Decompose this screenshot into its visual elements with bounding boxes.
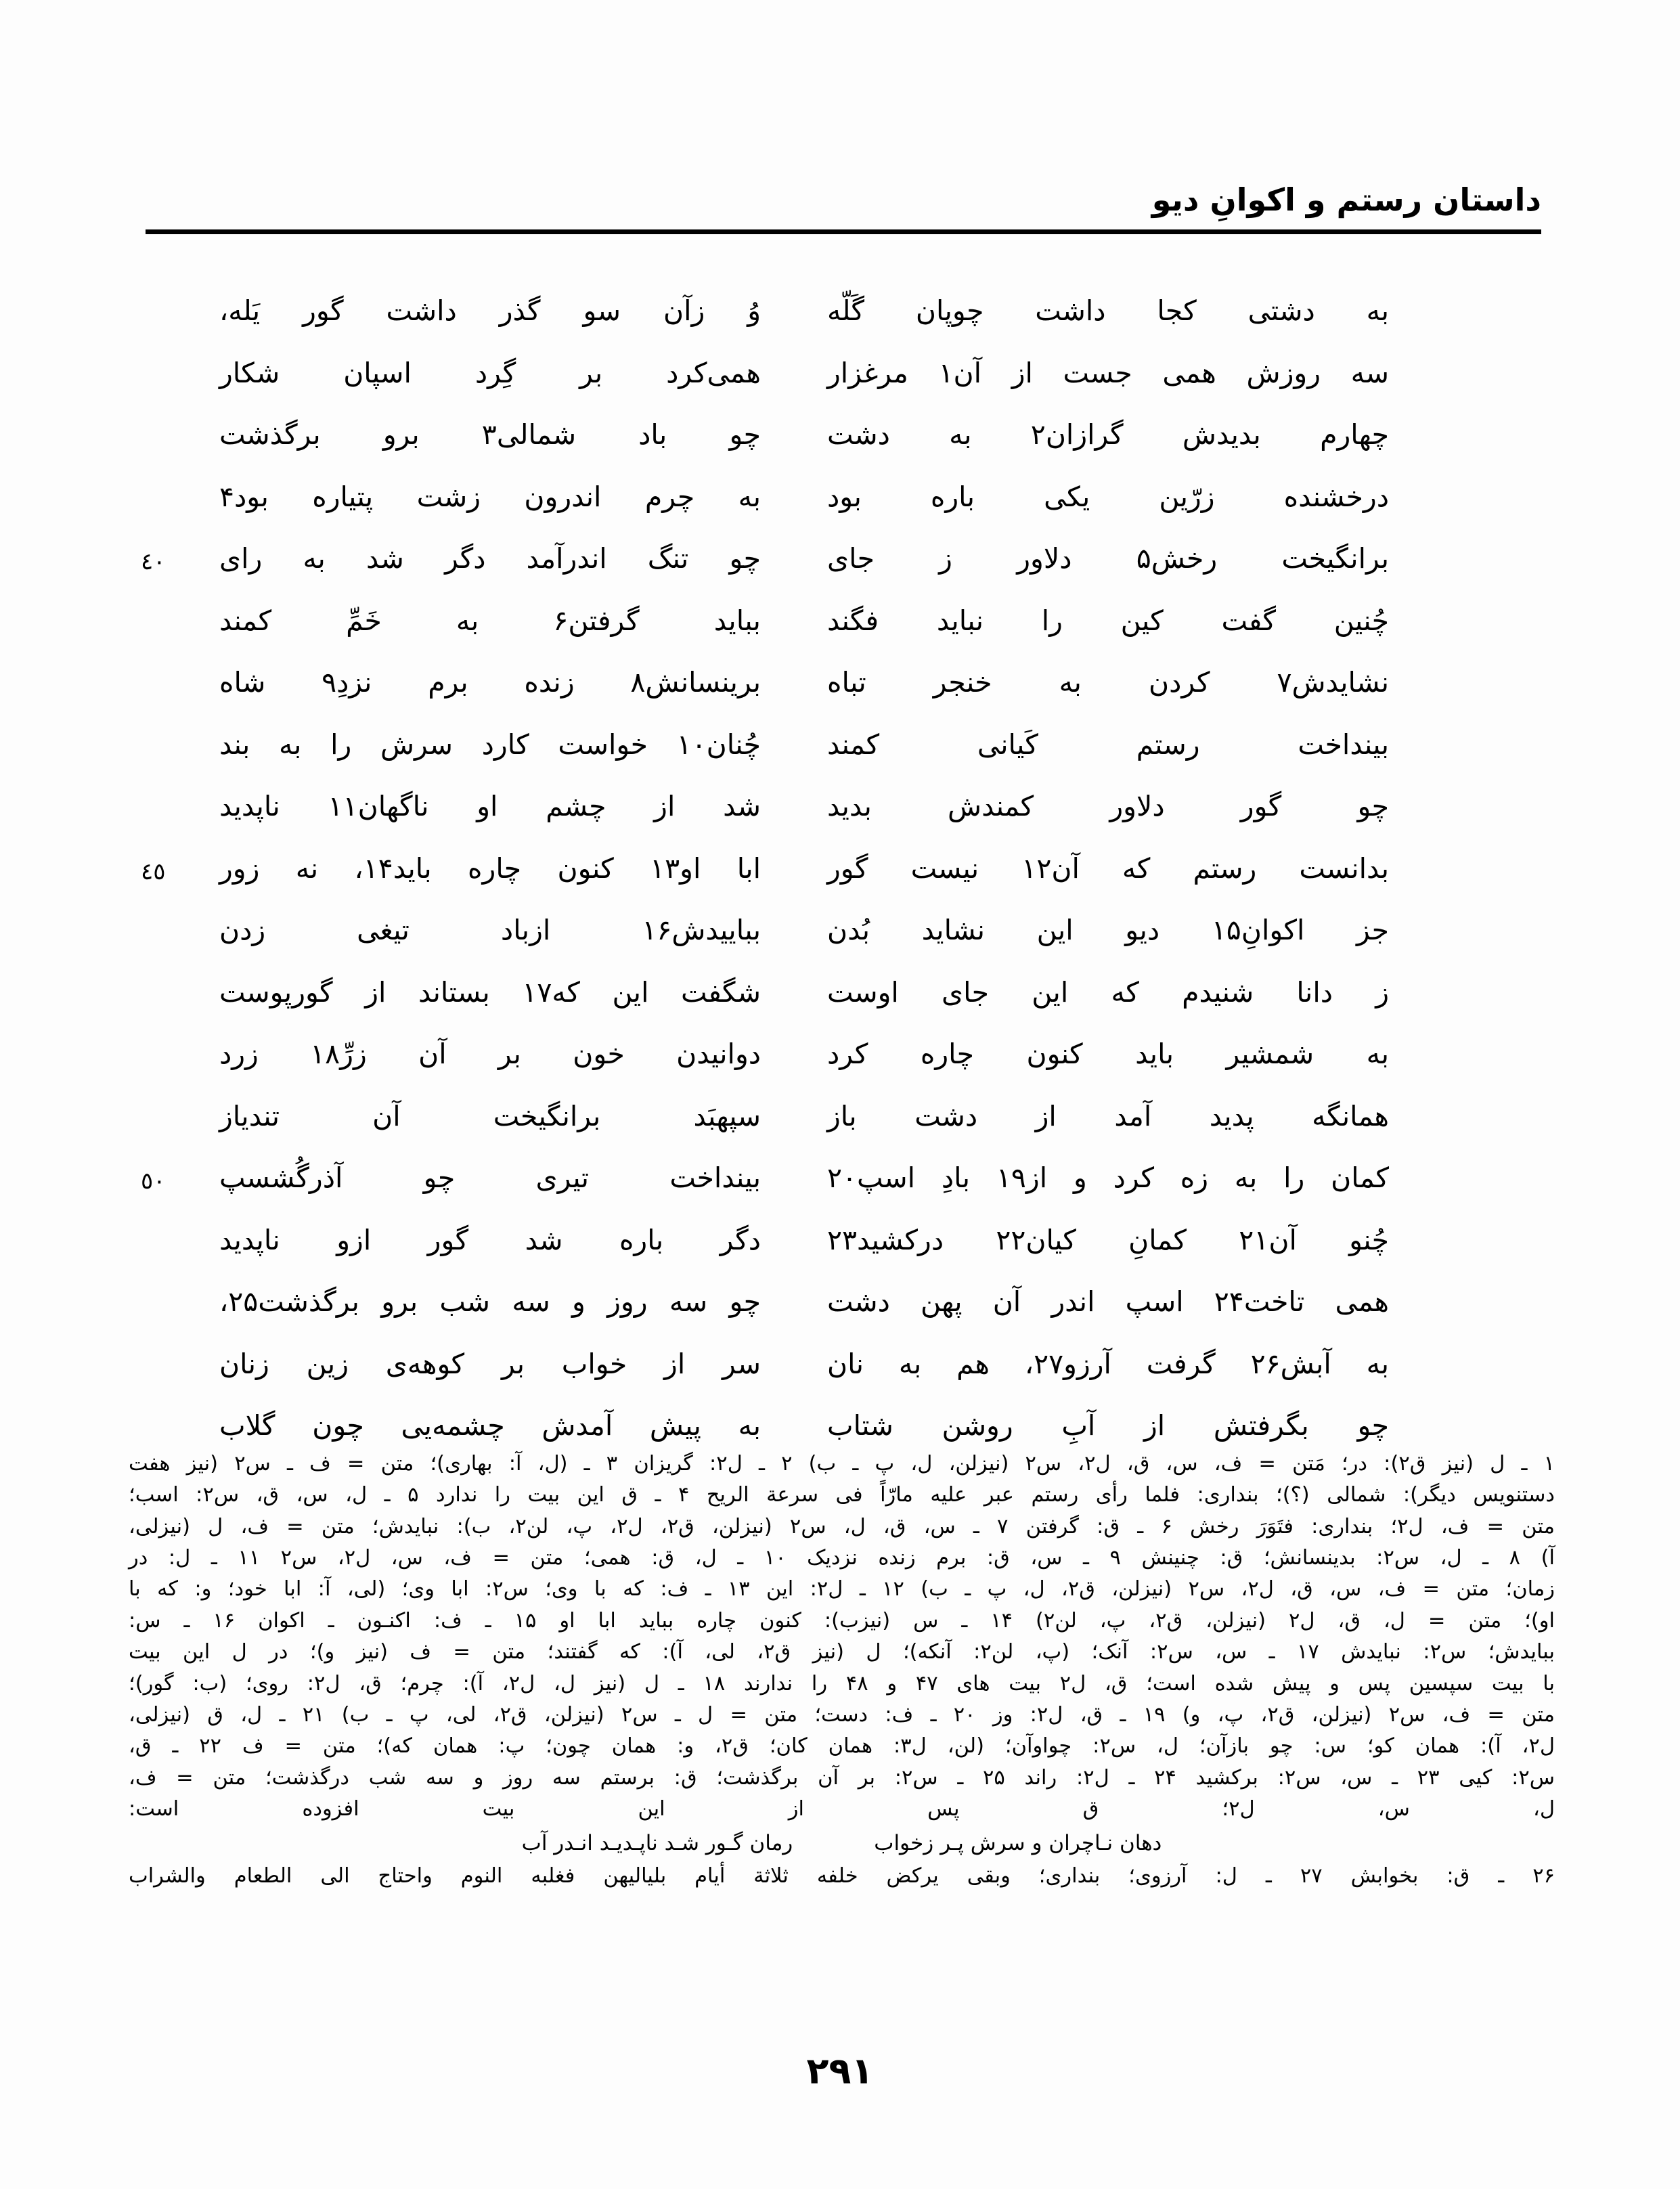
- hemistich-second: چُنان۱۰ خواست کارد سرش را به بند: [219, 728, 761, 761]
- hemistich-second: سپهبَد برانگیخت آن تندیاز: [219, 1099, 761, 1132]
- hemistich-first: چو بگرفتش از آبِ روشن شتاب: [827, 1409, 1389, 1442]
- running-head-title: داستان رستم و اکوانِ دیو: [1151, 181, 1541, 218]
- verse-row: [203, 1040, 1396, 1102]
- apparatus-line: متن = ف، ل۲؛ بنداری: فتَوَرَ رخش ۶ ـ ق: گرفتن ۷ ـ س، ق، ل، س۲ (نیزلن، ق۲، ل۲، پ، لن۲، ب): نبایدش؛ متن = ف، ل (نیزلی،: [129, 1514, 1555, 1539]
- verse-row: [203, 296, 1396, 359]
- hemistich-second: سر از خواب بر کوهه‌ی زین زنان: [219, 1347, 761, 1380]
- verse-row: [203, 1287, 1396, 1350]
- hemistich-first: همانگه پدید آمد از دشت باز: [827, 1099, 1389, 1132]
- verse-row: [203, 1347, 1396, 1412]
- verse-row: [141, 542, 1396, 606]
- hemistich-second: ابا او۱۳ کنون چاره باید۱۴، نه زور: [219, 852, 761, 885]
- hemistich-first: به آبش۲۶ گرفت آرزو۲۷، هم به نان: [827, 1347, 1389, 1380]
- verse-row: [203, 356, 1396, 421]
- apparatus-line: با بیت سپسین پس و پیش شده است؛ ق، ل۲ بیت های ۴۷ و ۴۸ را ندارند ۱۸ ـ ل (نیز ل، ل۲، آ): چرم؛ ق، ل۲: روی؛ (ب: گور)؛: [129, 1671, 1555, 1696]
- hemistich-second: همی‌کرد بر گِرد اسپان شکار: [219, 356, 761, 389]
- apparatus-verse-quote: [129, 1828, 1555, 1859]
- hemistich-second: شد از چشم او ناگهان۱۱ ناپدید: [219, 790, 761, 822]
- apparatus-line: متن = ف، س۲ (نیزلن، ق۲، پ، و) ۱۹ ـ ق، ل۲: وز ۲۰ ـ ف: دست؛ متن = ل ـ س۲ (نیزلن، ق۲، لی، پ ـ ب) ۲۱ ـ ل، ق (نیزلی،: [129, 1702, 1555, 1727]
- apparatus-line: ل۲، آ): همان کو؛ س: چو بازآن؛ ل، س۲: چواوآن؛ (لن، ل۳: همان کان؛ ق۲، و: همان چون؛ پ: همان که)؛ متن = ف ۲۲ ـ ق،: [129, 1734, 1555, 1759]
- verse-row: [203, 606, 1396, 669]
- apparatus-line: دستنویس دیگر): شمالی (؟)؛ بنداری: فلما رأی رستم عبر علیه مارّاً فی سرعة الریح ۴ ـ ق این بیت را ندارد ۵ ـ ل، س، ق، س۲: اسب؛: [129, 1483, 1555, 1507]
- hemistich-first: کمان را به زه کرد و از۱۹ بادِ اسپ۲۰: [827, 1162, 1389, 1194]
- apparatus-tail: ۲۶ ـ ق: بخوابش ۲۷ ـ ل: آرزوی؛ بنداری؛ وبقی یرکض خلفه ثلاثة أیام بلیالیهن فغلبه النوم واحتاج الی الطعام والشراب: [129, 1863, 1555, 1888]
- hemistich-first: به دشتی کجا داشت چوپان گَلّه: [827, 294, 1389, 327]
- hemistich-first: بدانست رستم که آن۱۲ نیست گور: [827, 852, 1389, 885]
- verse-row: [203, 480, 1396, 545]
- verse-row: [141, 852, 1396, 916]
- hemistich-second: بباید گرفتن۶ به خَمِّ کمند: [219, 604, 761, 637]
- critical-apparatus: [129, 1449, 1555, 1892]
- hemistich-first: نشایدش۷ کردن به خنجر تباه: [827, 666, 1389, 699]
- hemistich-second: بینداخت تیری چو آذرگُشسپ: [219, 1162, 761, 1194]
- hemistich-first: ز دانا شنیدم که این جای اوست: [827, 975, 1389, 1009]
- hemistich-second: چو تنگ اندرآمد دگر شد به رای: [219, 542, 761, 575]
- hemistich-first: برانگیخت رخش۵ دلاور ز جای: [827, 542, 1389, 575]
- hemistich-second: برینسانش۸ زنده برم نزدِ۹ شاه: [219, 666, 761, 699]
- apparatus-line: زمان؛ متن = ف، س، ق، ل۲، س۲ (نیزلن، ق۲، ل، پ ـ ب) ۱۲ ـ ل۲: این ۱۳ ـ ف: که با وی؛ س۲: ابا وی؛ (لی، آ: ابا خود؛ و: که با: [129, 1577, 1555, 1601]
- apparatus-line: ۱ ـ ل (نیز ق۲): در؛ مَتن = ف، س، ق، ل۲، س۲ (نیزلن، ل، پ ـ ب) ۲ ـ ل۲: گریزان ۳ ـ (ل، آ: بهاری)؛ متن = ف ـ س۲ (نیز هفت: [129, 1452, 1555, 1476]
- hemistich-second: دوانیدن خون بر آن زرِّ۱۸ زرد: [219, 1038, 761, 1070]
- verse-row: [203, 668, 1396, 730]
- hemistich-first: چو گور دلاور کمندش بدید: [827, 790, 1389, 822]
- hemistich-second: به پیش آمدش چشمه‌یی چون گلاب: [219, 1409, 761, 1442]
- apparatus-line: آ) ۸ ـ ل، س۲: بدینسانش؛ ق: چنینش ۹ ـ س، ق: برم زنده نزدیک ۱۰ ـ ل، ق: همی؛ متن = ف، س، ل۲، س۲ ۱۱ ـ ل: در: [129, 1546, 1555, 1570]
- hemistich-first: چُنو آن۲۱ کمانِ کیان۲۲ درکشید۲۳: [827, 1223, 1389, 1256]
- hemistich-first: به شمشیر باید کنون چاره کرد: [827, 1038, 1389, 1070]
- hemistich-second: بباییدش۱۶ ازباد تیغی زدن: [219, 914, 761, 946]
- running-head: [146, 181, 1541, 234]
- hemistich-second: چو سه روز و سه شب برو برگذشت۲۵،: [219, 1285, 761, 1318]
- apparatus-line: ل، س، ل۲؛ ق پس از این بیت افزوده است:: [129, 1796, 1555, 1821]
- hemistich-second: وُ زآن سو گذر داشت گور یَله،: [219, 294, 761, 327]
- hemistich-second: شگفت این که۱۷ بستاند از گورپوست: [219, 975, 761, 1009]
- verse-row: [203, 792, 1396, 854]
- apparatus-line: ببایدش؛ س۲: نبایدش ۱۷ ـ س، س۲: آنک؛ (پ، لن۲: آنکه)؛ ل (نیز ق۲، لی، آ): که گفتند؛ متن = ف (نیز و)؛ در ل این بیت: [129, 1640, 1555, 1664]
- hemistich-first: چُنین گفت کین را نباید فگند: [827, 604, 1389, 637]
- hemistich-first: درخشنده زرّین یکی باره بود: [827, 480, 1389, 513]
- apparatus-line: او)؛ متن = ل، ق، ل۲ (نیزلن، ق۲، پ، لن۲) ۱۴ ـ س (نیزب): کنون چاره بباید ابا او ۱۵ ـ ف: اکنـون ـ اکوان ۱۶ ـ س:: [129, 1608, 1555, 1633]
- verse-row: [203, 1099, 1396, 1164]
- hemistich-second: دگر باره شد گور ازو ناپدید: [219, 1223, 761, 1256]
- verse-number: ٥٠: [141, 1168, 166, 1195]
- apparatus-line: س۲: کیی ۲۳ ـ س، س۲: برکشید ۲۴ ـ ل۲: راند ۲۵ ـ س۲: بر آن برگذشت؛ ق: برستم سه روز و سه شب درگذشت؛ متن = ف،: [129, 1765, 1555, 1790]
- hemistich-first: همی تاخت۲۴ اسپ اندر آن پهن دشت: [827, 1285, 1389, 1318]
- verse-row: [203, 420, 1396, 483]
- apparatus-quote-right: دهان نـاچران و سرش پـر زخواب: [874, 1831, 1162, 1856]
- verse-row: [203, 975, 1396, 1040]
- verse-row: [203, 916, 1396, 978]
- hemistich-second: به چرم اندرون زشت پتیاره بود۴: [219, 480, 761, 513]
- verse-number: ٤٥: [141, 858, 166, 885]
- apparatus-quote-left: رمان گـور شـد ناپـدیـد انـدر آب: [521, 1831, 793, 1856]
- hemistich-first: سه روزش همی جست از آن۱ مرغزار: [827, 356, 1389, 389]
- verse-row: [203, 1223, 1396, 1288]
- hemistich-first: جز اکوانِ۱۵ دیو این نشاید بُدن: [827, 914, 1390, 946]
- hemistich-first: بینداخت رستم کَیانی کمند: [827, 728, 1389, 761]
- hemistich-second: چو باد شمالی۳ برو برگذشت: [219, 418, 761, 451]
- folio-number: ۲۹۱: [806, 2050, 874, 2092]
- verse-block: [141, 294, 1396, 1442]
- verse-row: [203, 730, 1396, 793]
- verse-number: ٤٠: [141, 548, 166, 575]
- apparatus-lines: [129, 1449, 1555, 1825]
- verse-row: [141, 1162, 1396, 1226]
- hemistich-first: چهارم بدیدش گرازان۲ به دشت: [827, 418, 1389, 451]
- header-rule: [146, 229, 1541, 234]
